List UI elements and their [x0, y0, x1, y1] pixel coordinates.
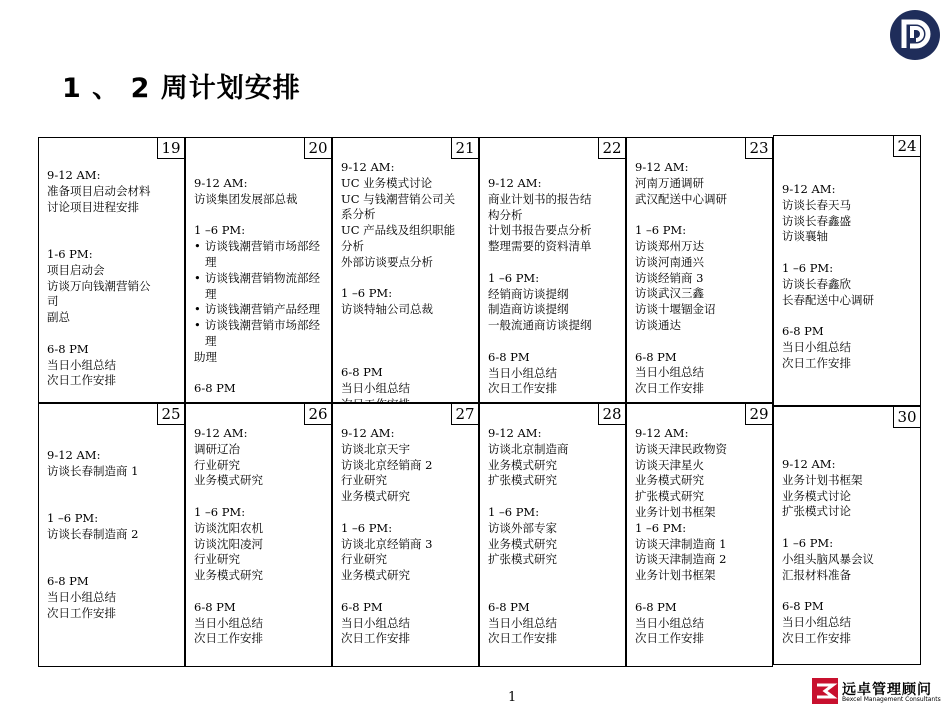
- schedule-line: 访谈沈阳凌河: [194, 536, 263, 551]
- day-schedule: [635, 426, 768, 647]
- schedule-line: [782, 308, 916, 324]
- schedule-line: 6-8 PM: [488, 599, 530, 614]
- schedule-line: 业务模式研究: [341, 489, 410, 504]
- schedule-line: 业务计划书框架: [782, 472, 863, 487]
- schedule-line: [635, 207, 768, 223]
- schedule-line: 计划书报告要点分析: [488, 223, 592, 238]
- schedule-line: 准备项目启动会材料: [47, 183, 151, 198]
- schedule-line: UC 与钱潮营销公司关: [341, 191, 456, 206]
- schedule-line: 1-6 PM:: [47, 246, 93, 261]
- schedule-line: [488, 489, 621, 505]
- schedule-line: 司: [47, 294, 59, 309]
- day-number: 28: [598, 404, 625, 425]
- schedule-line: UC 业务模式讨论: [341, 175, 433, 190]
- schedule-line: 扩张模式研究: [488, 473, 557, 488]
- day-number: 29: [745, 404, 772, 425]
- schedule-line: [47, 215, 180, 231]
- schedule-line: 行业研究: [194, 457, 240, 472]
- schedule-line: [341, 350, 474, 366]
- schedule-line: 6-8 PM: [341, 365, 383, 380]
- schedule-line: [782, 583, 916, 599]
- schedule-line: [488, 255, 621, 271]
- schedule-line: 1 –6 PM:: [488, 270, 540, 285]
- schedule-line: [782, 245, 916, 261]
- schedule-line: 1 –6 PM:: [488, 504, 540, 519]
- schedule-line: 当日小组总结: [782, 339, 851, 354]
- schedule-line: 调研辽冶: [194, 441, 240, 456]
- day-number: 27: [451, 404, 478, 425]
- schedule-line: 扩张模式研究: [635, 489, 704, 504]
- schedule-line: 当日小组总结: [47, 357, 116, 372]
- schedule-line: 访谈长春鑫欣: [782, 276, 851, 291]
- schedule-line: 访谈外部专家: [488, 520, 557, 535]
- schedule-line: 次日工作安排: [635, 631, 704, 646]
- schedule-line: 扩张模式研究: [488, 552, 557, 567]
- schedule-line: 1 –6 PM:: [47, 511, 99, 526]
- schedule-line: [782, 520, 916, 536]
- day-schedule: [341, 160, 474, 413]
- footer-logo: [812, 678, 944, 706]
- schedule-line: 行业研究: [341, 552, 387, 567]
- schedule-line: 次日工作安排: [488, 381, 557, 396]
- bullet-item: • 访谈钱潮营销市场部经理: [194, 239, 327, 271]
- schedule-line: 访谈襄轴: [782, 229, 828, 244]
- schedule-line: 长春配送中心调研: [782, 292, 874, 307]
- schedule-line: 行业研究: [341, 473, 387, 488]
- brand-mark-icon: [812, 678, 838, 704]
- schedule-line: 访谈特轴公司总裁: [341, 302, 433, 317]
- schedule-line: [341, 271, 474, 287]
- schedule-line: 武汉配送中心调研: [635, 191, 727, 206]
- schedule-line: 小组头脑风暴会议: [782, 551, 874, 566]
- day-number: 21: [451, 138, 478, 159]
- schedule-line: 6-8 PM: [488, 349, 530, 364]
- schedule-line: 制造商访谈提纲: [488, 302, 569, 317]
- day-schedule: [782, 182, 916, 372]
- day-cell: [626, 403, 773, 667]
- page-title: 1 、 2 周计划安排: [62, 73, 301, 104]
- day-cell: [479, 137, 626, 403]
- day-cell: [38, 137, 185, 403]
- schedule-line: 当日小组总结: [341, 381, 410, 396]
- schedule-line: 讨论项目进程安排: [47, 199, 139, 214]
- schedule-line: 经销商访谈提纲: [488, 286, 569, 301]
- schedule-line: 业务计划书框架: [635, 568, 716, 583]
- schedule-line: 业务计划书框架: [635, 504, 716, 519]
- schedule-line: [47, 543, 180, 559]
- schedule-line: 9-12 AM:: [782, 182, 836, 196]
- schedule-line: [341, 505, 474, 521]
- schedule-line: 访谈万向钱潮营销公: [47, 278, 151, 293]
- schedule-line: 行业研究: [194, 552, 240, 567]
- schedule-line: [194, 584, 327, 600]
- schedule-line: 业务模式研究: [488, 457, 557, 472]
- day-schedule: [47, 448, 180, 622]
- schedule-line: [194, 366, 327, 382]
- schedule-line: 业务模式研究: [194, 473, 263, 488]
- schedule-line: 9-12 AM:: [341, 426, 395, 440]
- schedule-line: 系分析: [341, 207, 376, 222]
- schedule-line: 6-8 PM: [194, 381, 236, 396]
- schedule-line: 副总: [47, 310, 70, 325]
- schedule-line: [488, 568, 621, 584]
- day-cell: [185, 137, 332, 403]
- day-cell: [332, 403, 479, 667]
- schedule-line: 当日小组总结: [488, 365, 557, 380]
- schedule-line: 6-8 PM: [782, 324, 824, 339]
- schedule-line: 9-12 AM:: [194, 176, 248, 190]
- schedule-line: 6-8 PM: [782, 599, 824, 614]
- schedule-line: 当日小组总结: [194, 615, 263, 630]
- schedule-line: 9-12 AM:: [488, 426, 542, 440]
- schedule-line: 次日工作安排: [47, 605, 116, 620]
- schedule-line: 当日小组总结: [782, 614, 851, 629]
- schedule-line: [194, 208, 327, 224]
- schedule-line: 当日小组总结: [635, 365, 704, 380]
- schedule-line: 访谈北京制造商: [488, 441, 569, 456]
- day-schedule: [488, 176, 621, 397]
- day-number: 30: [893, 407, 920, 428]
- schedule-line: 6-8 PM: [47, 341, 89, 356]
- day-number: 25: [157, 404, 184, 425]
- schedule-line: [194, 489, 327, 505]
- schedule-line: [635, 584, 768, 600]
- schedule-line: 访谈集团发展部总裁: [194, 191, 298, 206]
- schedule-line: 业务模式讨论: [782, 488, 851, 503]
- schedule-line: 次日工作安排: [194, 631, 263, 646]
- schedule-line: 9-12 AM:: [47, 448, 101, 462]
- schedule-line: 9-12 AM:: [341, 160, 395, 174]
- schedule-line: 次日工作安排: [635, 381, 704, 396]
- schedule-line: 一般流通商访谈提纲: [488, 318, 592, 333]
- schedule-line: 河南万通调研: [635, 175, 704, 190]
- day-cell: [479, 403, 626, 667]
- schedule-line: 9-12 AM:: [635, 426, 689, 440]
- schedule-line: 构分析: [488, 207, 523, 222]
- schedule-line: 商业计划书的报告结: [488, 191, 592, 206]
- schedule-line: 1 –6 PM:: [635, 520, 687, 535]
- schedule-line: [47, 495, 180, 511]
- brand-name-cn: 远卓管理顾问: [842, 682, 932, 698]
- bullet-item: • 访谈钱潮营销市场部经理: [194, 318, 327, 350]
- schedule-line: 当日小组总结: [341, 615, 410, 630]
- schedule-line: 访谈郑州万达: [635, 238, 704, 253]
- schedule-line: 1 –6 PM:: [635, 223, 687, 238]
- schedule-line: 9-12 AM:: [635, 160, 689, 174]
- schedule-line: [341, 318, 474, 334]
- schedule-line: 当日小组总结: [635, 615, 704, 630]
- bullet-item: • 访谈钱潮营销产品经理: [194, 302, 327, 318]
- schedule-line: 访谈天津制造商 2: [635, 552, 727, 567]
- brand-name-en: Bexcel Management Consultants: [842, 696, 941, 703]
- day-schedule: [47, 168, 180, 389]
- day-schedule: [635, 160, 768, 397]
- schedule-line: 9-12 AM:: [488, 176, 542, 190]
- schedule-line: 访谈长春鑫盛: [782, 213, 851, 228]
- schedule-line: 访谈长春天马: [782, 197, 851, 212]
- day-cell: [38, 403, 185, 667]
- schedule-line: 次日工作安排: [47, 373, 116, 388]
- schedule-line: 次日工作安排: [341, 631, 410, 646]
- schedule-line: 6-8 PM: [194, 599, 236, 614]
- schedule-line: 访谈沈阳农机: [194, 520, 263, 535]
- schedule-line: 访谈天津星火: [635, 457, 704, 472]
- schedule-line: [47, 231, 180, 247]
- day-cell: [626, 137, 773, 403]
- day-number: 20: [304, 138, 331, 159]
- schedule-line: [47, 559, 180, 575]
- schedule-line: 1 –6 PM:: [341, 286, 393, 301]
- day-number: 23: [745, 138, 772, 159]
- schedule-line: [47, 326, 180, 342]
- schedule-line: 1 –6 PM:: [341, 520, 393, 535]
- schedule-line: 汇报材料准备: [782, 567, 851, 582]
- schedule-line: 扩张模式讨论: [782, 504, 851, 519]
- schedule-line: 当日小组总结: [488, 615, 557, 630]
- schedule-line: 访谈长春制造商 2: [47, 526, 139, 541]
- schedule-line: 访谈北京经销商 3: [341, 536, 433, 551]
- schedule-line: [488, 334, 621, 350]
- bullet-item: • 访谈钱潮营销物流部经理: [194, 271, 327, 303]
- schedule-line: 6-8 PM: [341, 599, 383, 614]
- day-schedule: [194, 426, 327, 647]
- schedule-line: 访谈长春制造商 1: [47, 463, 139, 478]
- day-schedule: [488, 426, 621, 647]
- schedule-line: 6-8 PM: [635, 599, 677, 614]
- schedule-line: 9-12 AM:: [194, 426, 248, 440]
- schedule-line: 访谈十堰锢金诏: [635, 302, 716, 317]
- schedule-line: 访谈武汉三鑫: [635, 286, 704, 301]
- schedule-line: 6-8 PM: [47, 574, 89, 589]
- schedule-line: 当日小组总结: [47, 590, 116, 605]
- schedule-line: [341, 584, 474, 600]
- day-schedule: [194, 176, 327, 397]
- schedule-line: [635, 334, 768, 350]
- day-number: 19: [157, 138, 184, 159]
- schedule-line: 访谈天津民政物资: [635, 441, 727, 456]
- company-logo-icon: [888, 8, 942, 62]
- schedule-line: 1 –6 PM:: [194, 504, 246, 519]
- day-cell: [332, 137, 479, 403]
- schedule-line: 访谈北京天宇: [341, 441, 410, 456]
- schedule-line: [47, 480, 180, 496]
- schedule-line: 访谈天津制造商 1: [635, 536, 727, 551]
- day-cell: [773, 135, 921, 406]
- schedule-line: 6-8 PM: [635, 349, 677, 364]
- schedule-line: 访谈北京经销商 2: [341, 457, 433, 472]
- schedule-line: 访谈经销商 3: [635, 270, 704, 285]
- schedule-line: 整理需要的资料清单: [488, 239, 592, 254]
- schedule-line: [341, 334, 474, 350]
- day-cell: [185, 403, 332, 667]
- schedule-line: 次日工作安排: [782, 355, 851, 370]
- schedule-line: 业务模式研究: [635, 473, 704, 488]
- day-schedule: [782, 457, 916, 647]
- schedule-line: 业务模式研究: [488, 536, 557, 551]
- day-schedule: [341, 426, 474, 647]
- day-number: 24: [893, 136, 920, 157]
- day-cell: [773, 406, 921, 665]
- schedule-line: 助理: [194, 349, 217, 364]
- page-number: 1: [508, 690, 517, 705]
- schedule-line: 9-12 AM:: [782, 457, 836, 471]
- schedule-line: 次日工作安排: [488, 631, 557, 646]
- schedule-line: 项目启动会: [47, 262, 105, 277]
- schedule-line: 分析: [341, 238, 364, 253]
- schedule-line: 1 –6 PM:: [194, 223, 246, 238]
- schedule-line: 外部访谈要点分析: [341, 254, 433, 269]
- schedule-line: 访谈河南通兴: [635, 254, 704, 269]
- schedule-line: UC 产品线及组织职能: [341, 223, 456, 238]
- schedule-line: 1 –6 PM:: [782, 535, 834, 550]
- schedule-line: 业务模式研究: [194, 568, 263, 583]
- day-number: 26: [304, 404, 331, 425]
- schedule-line: 次日工作安排: [782, 630, 851, 645]
- day-number: 22: [598, 138, 625, 159]
- schedule-line: 9-12 AM:: [47, 168, 101, 182]
- schedule-line: [488, 584, 621, 600]
- schedule-line: 1 –6 PM:: [782, 260, 834, 275]
- schedule-line: 业务模式研究: [341, 568, 410, 583]
- schedule-line: 访谈通达: [635, 317, 681, 332]
